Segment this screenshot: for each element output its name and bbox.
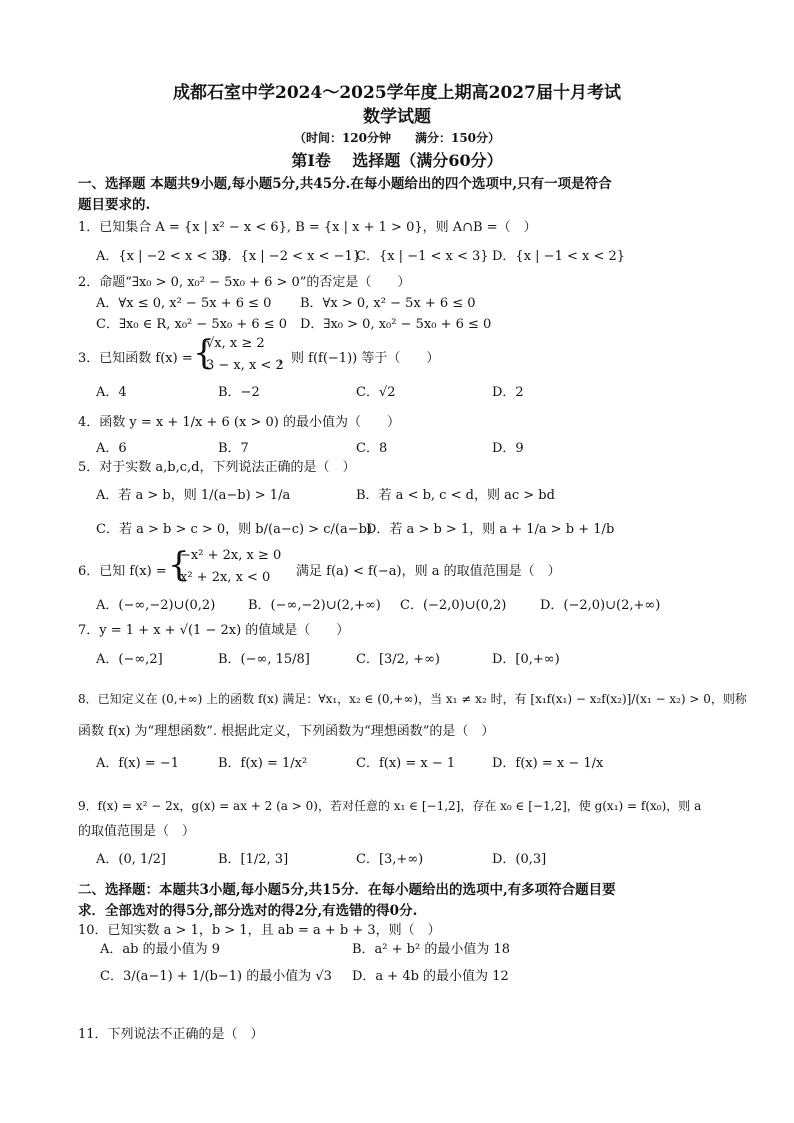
question-10-option-b: B．a² + b² 的最小值为 18: [352, 942, 511, 957]
question-2-stem: 2．命题“∃x₀ > 0, x₀² − 5x₀ + 6 > 0”的否定是（ ）: [78, 275, 411, 290]
question-2-option-b: B．∀x > 0, x² − 5x + 6 ≤ 0: [300, 296, 476, 311]
question-5-option-a: A．若 a > b，则 1/(a−b) > 1/a: [96, 488, 291, 503]
question-3-option-c: C．√2: [356, 385, 396, 400]
question-8-option-b: B．f(x) = 1/x²: [218, 756, 308, 771]
subject-title: 数学试题: [363, 107, 431, 127]
question-9-stem-line2: 的取值范围是（ ）: [78, 824, 196, 839]
question-6-option-d: D．(−2,0)∪(2,+∞): [540, 598, 661, 613]
question-2-option-d: D．∃x₀ > 0, x₀² − 5x₀ + 6 ≤ 0: [300, 317, 492, 332]
question-7-option-a: A．(−∞,2]: [96, 652, 163, 667]
question-5-option-b: B．若 a < b, c < d，则 ac > bd: [356, 488, 555, 503]
question-10-option-a: A．ab 的最小值为 9: [100, 942, 220, 957]
question-3-option-b: B．−2: [218, 385, 260, 400]
question-1-option-c: C．{x | −1 < x < 3}: [356, 249, 489, 264]
question-10-option-c: C．3/(a−1) + 1/(b−1) 的最小值为 √3: [100, 969, 332, 984]
question-8-stem-line1: 8．已知定义在 (0,+∞) 上的函数 f(x) 满足：∀x₁，x₂ ∈ (0,+∞)，当 x₁ ≠ x₂ 时，有 [x₁f(x₁) − x₂f(x₂)]/(x₁ − x₂) > 0，则称: [78, 692, 747, 706]
question-3-case-2: 3 − x, x < 2: [206, 358, 284, 373]
question-9-option-c: C．[3,+∞): [356, 852, 424, 867]
question-7-option-b: B．(−∞, 15/8]: [218, 652, 310, 667]
question-3-stem-pre: 3．已知函数 f(x) =: [78, 351, 193, 366]
question-6-case-2: x² + 2x, x < 0: [180, 570, 271, 585]
question-3-brace: {: [193, 333, 215, 373]
question-6-option-a: A．(−∞,−2)∪(0,2): [96, 598, 216, 613]
question-6-brace: {: [168, 545, 190, 585]
question-3-option-d: D．2: [492, 385, 524, 400]
question-6-option-b: B．(−∞,−2)∪(2,+∞): [248, 598, 381, 613]
question-4-option-b: B．7: [218, 441, 249, 456]
question-1-option-d: D．{x | −1 < x < 2}: [492, 249, 626, 264]
question-3-option-a: A．4: [96, 385, 127, 400]
question-9-option-b: B．[1/2, 3]: [218, 852, 289, 867]
question-2-option-c: C．∃x₀ ∈ R, x₀² − 5x₀ + 6 ≤ 0: [96, 317, 288, 332]
question-8-option-c: C．f(x) = x − 1: [356, 756, 456, 771]
question-6-case-1: −x² + 2x, x ≥ 0: [180, 548, 282, 563]
question-5-stem: 5．对于实数 a,b,c,d，下列说法正确的是（ ）: [78, 460, 356, 475]
question-8-option-a: A．f(x) = −1: [96, 756, 179, 771]
section2-instructions-line2: 求．全部选对的得5分,部分选对的得2分,有选错的得0分.: [78, 903, 418, 919]
question-8-stem-line2: 函数 f(x) 为“理想函数”. 根据此定义，下列函数为“理想函数”的是（ ）: [78, 724, 495, 739]
question-7-option-c: C．[3/2, +∞): [356, 652, 440, 667]
question-4-option-d: D．9: [492, 441, 524, 456]
question-2-option-a: A．∀x ≤ 0, x² − 5x + 6 ≤ 0: [96, 296, 272, 311]
section2-instructions-line1: 二、选择题：本题共3小题,每小题5分,共15分．在每小题给出的选项中,有多项符合题目要: [78, 882, 616, 898]
question-10-option-d: D．a + 4b 的最小值为 12: [352, 969, 509, 984]
question-11-stem: 11．下列说法不正确的是（ ）: [78, 1027, 264, 1042]
question-3-case-1: √x, x ≥ 2: [206, 336, 265, 351]
question-6-stem-pre: 6．已知 f(x) =: [78, 564, 167, 579]
question-8-option-d: D．f(x) = x − 1/x: [492, 756, 604, 771]
question-3-stem-post: ，则 f(f(−1)) 等于（ ）: [278, 351, 440, 366]
question-5-option-d: D．若 a > b > 1，则 a + 1/a > b + 1/b: [366, 522, 615, 537]
question-4-option-c: C．8: [356, 441, 388, 456]
question-7-option-d: D．[0,+∞): [492, 652, 560, 667]
question-5-option-c: C．若 a > b > c > 0，则 b/(a−c) > c/(a−b): [96, 522, 373, 537]
section1-instructions-line1: 一、选择题 本题共9小题,每小题5分,共45分.在每小题给出的四个选项中,只有一项是符合: [78, 176, 612, 192]
question-1-option-b: B．{x | −2 < x < −1}: [218, 249, 362, 264]
question-1-option-a: A．{x | −2 < x < 3}: [96, 249, 228, 264]
question-9-option-a: A．(0, 1/2]: [96, 852, 166, 867]
exam-meta: （时间：120分钟 满分：150分）: [293, 131, 501, 145]
question-4-stem: 4．函数 y = x + 1/x + 6 (x > 0) 的最小值为（ ）: [78, 415, 400, 430]
question-9-stem-line1: 9．f(x) = x² − 2x，g(x) = ax + 2 (a > 0)，若对任意的 x₁ ∈ [−1,2]，存在 x₀ ∈ [−1,2]，使 g(x₁) = f(x₀)，则 a: [78, 799, 702, 813]
exam-title: 成都石室中学2024～2025学年度上期高2027届十月考试: [173, 83, 621, 103]
question-9-option-d: D．(0,3]: [492, 852, 547, 867]
part-title: 第Ⅰ卷 选择题（满分60分）: [291, 151, 503, 170]
section1-instructions-line2: 题目要求的.: [78, 197, 151, 213]
question-6-option-c: C．(−2,0)∪(0,2): [400, 598, 507, 613]
question-6-stem-post: 满足 f(a) < f(−a)，则 a 的取值范围是（ ）: [296, 564, 561, 579]
question-4-option-a: A．6: [96, 441, 127, 456]
question-10-stem: 10．已知实数 a > 1，b > 1，且 ab = a + b + 3，则（ ）: [78, 923, 441, 938]
question-1-stem: 1．已知集合 A = {x | x² − x < 6}, B = {x | x + 1 > 0}，则 A∩B =（ ）: [78, 220, 537, 235]
question-7-stem: 7．y = 1 + x + √(1 − 2x) 的值域是（ ）: [78, 623, 350, 638]
